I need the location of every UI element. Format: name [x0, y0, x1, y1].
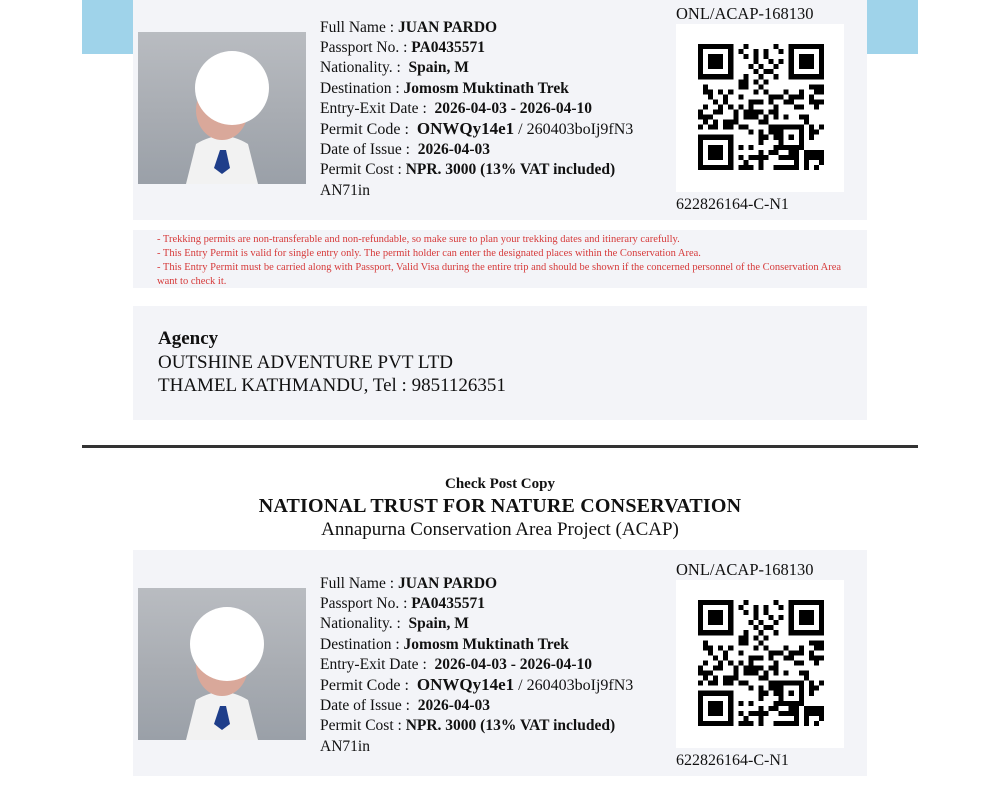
full-name-row: Full Name : JUAN PARDO — [320, 575, 498, 592]
permit-cost-row: Permit Cost : NPR. 3000 (13% VAT included) — [320, 161, 616, 179]
permit-code-ref: 260403boIj9fN3 — [526, 121, 634, 139]
permit-id: ONL/ACAP-168130 — [676, 4, 814, 23]
date-issue-row: Date of Issue : 2026-04-03 — [320, 697, 491, 715]
org-name: NATIONAL TRUST FOR NATURE CONSERVATION — [258, 495, 742, 517]
terms-notice — [133, 230, 867, 288]
section-divider — [82, 445, 918, 448]
destination-value: Jomosm Muktinath Trek — [403, 79, 569, 97]
passport-row: Passport No. : PA0435571 — [320, 595, 486, 613]
destination-row: Destination : Jomosm Muktinath Trek — [320, 635, 569, 653]
permit-code-row: Permit Code : ONWQy14e1 / 260403boIj9fN3 — [320, 119, 634, 139]
passport-value: PA0435571 — [411, 595, 486, 613]
entry-exit-row: Entry-Exit Date : 2026-04-03 - 2026-04-10 — [320, 99, 593, 117]
permit-code-value: ONWQy14e1 — [416, 675, 515, 695]
nationality-row: Nationality. : Spain, M — [320, 615, 469, 633]
notice-line: - This Entry Permit must be carried along with Passport, Valid Visa during the entire trip and should be shown if the concerned personnel of the Conservation Area want to check it. — [157, 262, 842, 287]
full-name-value: JUAN PARDO — [397, 19, 498, 36]
permit-details-bottom — [320, 574, 633, 757]
destination-row: Destination : Jomosm Muktinath Trek — [320, 79, 569, 97]
extra-code: AN71in — [320, 181, 370, 199]
permit-code-value: ONWQy14e1 — [416, 119, 515, 139]
header-band-left — [82, 0, 133, 54]
agency-address: THAMEL KATHMANDU, Tel : 9851126351 — [158, 375, 506, 396]
agency-label: Agency — [158, 328, 219, 349]
qr-code-icon — [676, 580, 844, 748]
agency-name: OUTSHINE ADVENTURE PVT LTD — [158, 352, 454, 373]
nationality-value: Spain, M — [408, 59, 469, 77]
nationality-value: Spain, M — [408, 615, 469, 633]
entry-exit-value: 2026-04-03 - 2026-04-10 — [434, 99, 593, 117]
serial-number: 622826164-C-N1 — [676, 196, 789, 213]
qr-code-icon — [676, 24, 844, 192]
entry-exit-value: 2026-04-03 - 2026-04-10 — [434, 655, 593, 673]
permit-details-top — [320, 18, 633, 201]
full-name-row: Full Name : JUAN PARDO — [320, 19, 498, 36]
destination-value: Jomosm Muktinath Trek — [403, 635, 569, 653]
permit-cost-value: NPR. 3000 (13% VAT included) — [405, 717, 616, 735]
passport-value: PA0435571 — [411, 39, 486, 57]
passport-row: Passport No. : PA0435571 — [320, 39, 486, 57]
copy-title: Check Post Copy — [444, 476, 555, 492]
notice-line: - This Entry Permit is valid for single entry only. The permit holder can enter the designated places within the Conservation Area. — [157, 248, 701, 259]
portrait-photo-icon — [138, 588, 306, 740]
extra-code: AN71in — [320, 737, 370, 755]
date-issue-value: 2026-04-03 — [417, 697, 491, 715]
agency-panel — [133, 306, 867, 420]
date-issue-value: 2026-04-03 — [417, 141, 491, 159]
permit-cost-value: NPR. 3000 (13% VAT included) — [405, 161, 616, 179]
header-band-right — [867, 0, 918, 54]
nationality-row: Nationality. : Spain, M — [320, 59, 469, 77]
serial-number: 622826164-C-N1 — [676, 752, 789, 769]
permit-id: ONL/ACAP-168130 — [676, 560, 814, 579]
project-name: Annapurna Conservation Area Project (ACAP) — [321, 519, 679, 540]
portrait-photo-icon — [138, 32, 306, 184]
full-name-value: JUAN PARDO — [397, 575, 498, 592]
date-issue-row: Date of Issue : 2026-04-03 — [320, 141, 491, 159]
notice-line: - Trekking permits are non-transferable and non-refundable, so make sure to plan your trekking dates and itinerary carefully. — [157, 234, 680, 245]
permit-code-ref: 260403boIj9fN3 — [526, 677, 634, 695]
permit-code-row: Permit Code : ONWQy14e1 / 260403boIj9fN3 — [320, 675, 634, 695]
entry-exit-row: Entry-Exit Date : 2026-04-03 - 2026-04-10 — [320, 655, 593, 673]
permit-cost-row: Permit Cost : NPR. 3000 (13% VAT included) — [320, 717, 616, 735]
